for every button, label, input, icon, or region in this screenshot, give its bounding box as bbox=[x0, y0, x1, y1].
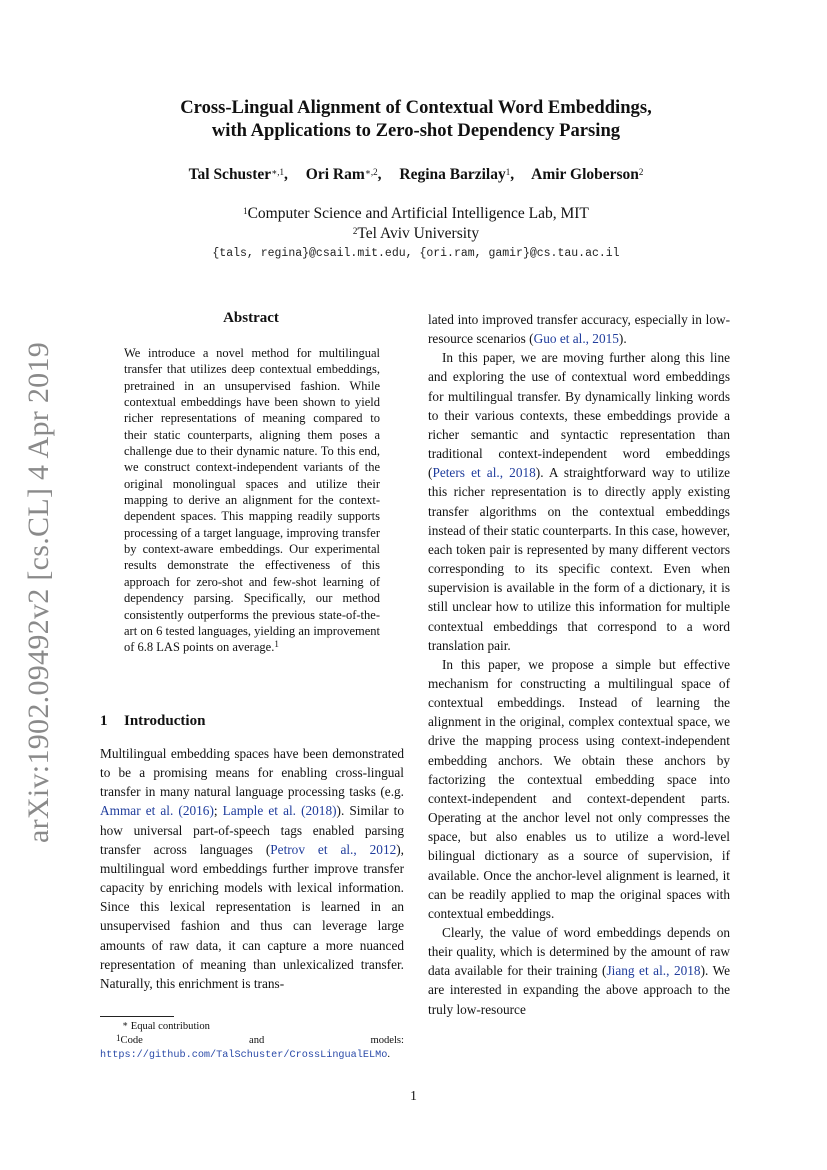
author-list: Tal Schuster$^{∗,1}$, Ori Ram$^{∗,2}$, Regina Barzilay$^1$, Amir Globerson$^2$ bbox=[188, 166, 644, 183]
footnotes bbox=[100, 1020, 404, 1063]
affiliations bbox=[100, 204, 732, 244]
right-column-text bbox=[428, 310, 730, 1019]
code-url-link[interactable]: https://github.com/TalSchuster/CrossLingualELMo bbox=[100, 1050, 388, 1061]
arxiv-side-stamp: arXiv:1902.09492v2 [cs.CL] 4 Apr 2019 bbox=[22, 341, 55, 843]
citation-link[interactable]: Petrov et al., 2012 bbox=[270, 841, 397, 857]
author: Regina Barzilay$^1$ bbox=[399, 166, 511, 183]
citation-link[interactable]: Peters et al., 2018 bbox=[432, 465, 536, 481]
paragraph: lated into improved transfer accuracy, especially in low-resource scenarios (Guo et al., 2015). bbox=[428, 312, 730, 347]
paragraph: In this paper, we are moving further along this line and exploring the use of contextual word embeddings for multilingual transfer. By dynamically linking words to their various contexts, these embeddings provide a richer semantic and syntactic representation than traditional context-independent word embeddings (Peters et al., 2018). A straightforward way to utilize this richer representation is to directly apply existing transfer algorithms on the contextual embeddings instead of their static counterparts. In this case, however, each token pair is represented by many different vectors corresponding to its specific context. Even when supervision is available in the form of a dictionary, it is still unclear how to utilize this information for multiple contextual embeddings that correspond to a word translation pair. bbox=[428, 350, 731, 653]
author: Tal Schuster$^{∗,1}$ bbox=[188, 166, 285, 183]
author: Amir Globerson$^2$ bbox=[531, 166, 644, 183]
abstract-body: We introduce a novel method for multilingual transfer that utilizes deep contextual embeddings, pretrained in an unsupervised fashion. While contextual embeddings have been shown to yield richer representations of meaning compared to their static counterparts, aligning them poses a challenge due to their dynamic nature. To this end, we construct context-independent variants of the original monolingual spaces and utilize their mapping to derive an alignment for the context-dependent spaces. This mapping readily supports processing of a target language, improving transfer by context-aware embeddings. Our experimental results demonstrate the effectiveness of this approach for zero-shot and few-shot learning of dependency parsing. Specifically, our method consistently outperforms the previous state-of-the-art on 6 tested languages, yielding an improvement of 6.8 LAS points on average.$^1$ bbox=[124, 346, 380, 655]
section-heading-introduction: 1 Introduction bbox=[100, 713, 206, 729]
citation-link[interactable]: Jiang et al., 2018 bbox=[606, 963, 701, 979]
footnote: $^1$Code and models: https://github.com/TalSchuster/CrossLingualELMo. bbox=[100, 1033, 404, 1061]
title-line-1: Cross-Lingual Alignment of Contextual Word Embeddings, bbox=[180, 97, 652, 118]
title-line-2: with Applications to Zero-shot Dependency Parsing bbox=[211, 120, 621, 141]
citation-link[interactable]: Ammar et al. (2016) bbox=[100, 803, 214, 819]
citation-link[interactable]: Lample et al. (2018) bbox=[222, 803, 337, 819]
footnote-mark: 1 bbox=[274, 639, 279, 650]
page-number: 1 bbox=[410, 1088, 417, 1103]
abstract-heading: Abstract bbox=[223, 310, 279, 326]
author: Ori Ram$^{∗,2}$ bbox=[305, 166, 378, 183]
affiliation: $^1$Computer Science and Artificial Intelligence Lab, MIT bbox=[243, 205, 589, 222]
paragraph: Clearly, the value of word embeddings depends on their quality, which is determined by the amount of raw data available for their training (Jiang et al., 2018). We are interested in expanding the above approach to the truly low-resource bbox=[428, 925, 730, 1017]
author-emails: {tals, regina}@csail.mit.edu, {ori.ram, gamir}@cs.tau.ac.il bbox=[212, 247, 620, 260]
paragraph: In this paper, we propose a simple but effective mechanism for constructing a multilingual space of contextual embeddings. Instead of learning the alignment in the original, complex contextual space, we drive the mapping process using context-independent embedding anchors. We obtain these anchors by factorizing the contextual embedding space into context-independent and context-dependent parts. Operating at the anchor level not only compresses the space, but also enables us to utilize a word-level bilingual dictionary as a source of supervision, if available. Once the anchor-level alignment is learned, it can be readily applied to map the original spaces with contextual embeddings. bbox=[428, 656, 730, 921]
paragraph: Multilingual embedding spaces have been demonstrated to be a promising means for enabling cross-lingual transfer in many natural language processing tasks (e.g. Ammar et al. (2016); Lample et al. (2018)). Similar to how universal part-of-speech tags enabled parsing transfer across languages (Petrov et al., 2012), multilingual word embeddings further improve transfer capacity by enriching models with lexical information. Since this lexical representation is learned in an unsupervised fashion and thus can leverage large amounts of raw data, it can capture a more nuanced representation of meaning than unlexicalized transfer. Naturally, this enrichment is trans- bbox=[100, 746, 405, 991]
paper-title bbox=[100, 96, 732, 142]
citation-link[interactable]: Guo et al., 2015 bbox=[533, 331, 619, 347]
left-column-text bbox=[100, 744, 404, 993]
footnote: ∗ Equal contribution bbox=[122, 1019, 210, 1032]
footnote-rule bbox=[100, 1016, 174, 1017]
affiliation: $^2$Tel Aviv University bbox=[352, 225, 480, 242]
